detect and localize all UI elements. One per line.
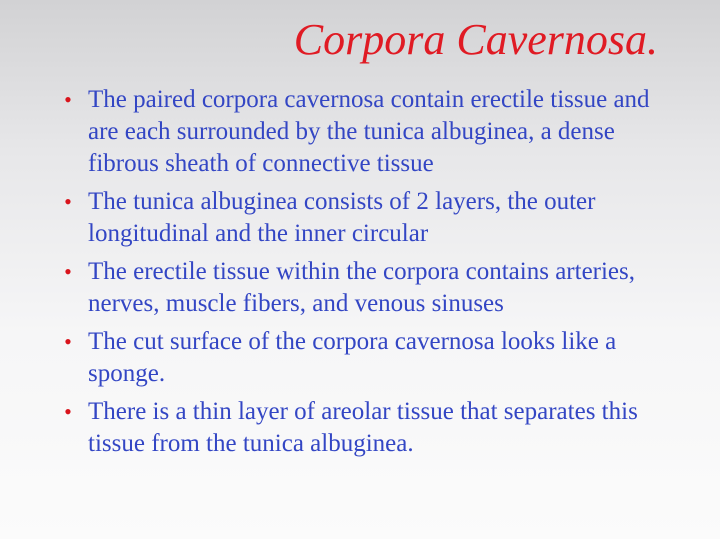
bullet-text: The paired corpora cavernosa contain erectile tissue and are each surrounded by the tunica albuginea, a dense fibrous sheath of connective tissue <box>88 86 650 177</box>
bullet-icon <box>61 186 75 218</box>
bullet-item <box>60 326 660 390</box>
bullet-list <box>60 84 660 466</box>
bullet-text: The cut surface of the corpora cavernosa looks like a sponge. <box>88 328 617 387</box>
bullet-icon <box>61 256 75 288</box>
bullet-item <box>60 256 660 320</box>
bullet-icon <box>61 396 75 428</box>
bullet-item <box>60 396 660 460</box>
bullet-icon <box>61 326 75 358</box>
bullet-text: There is a thin layer of areolar tissue that separates this tissue from the tunica albuginea. <box>88 398 638 457</box>
bullet-text: The erectile tissue within the corpora contains arteries, nerves, muscle fibers, and venous sinuses <box>88 258 636 317</box>
bullet-item <box>60 186 660 250</box>
slide-title: Corpora Cavernosa. <box>293 15 658 64</box>
bullet-item <box>60 84 660 180</box>
bullet-icon <box>61 84 75 116</box>
bullet-text: The tunica albuginea consists of 2 layers, the outer longitudinal and the inner circular <box>88 188 596 247</box>
